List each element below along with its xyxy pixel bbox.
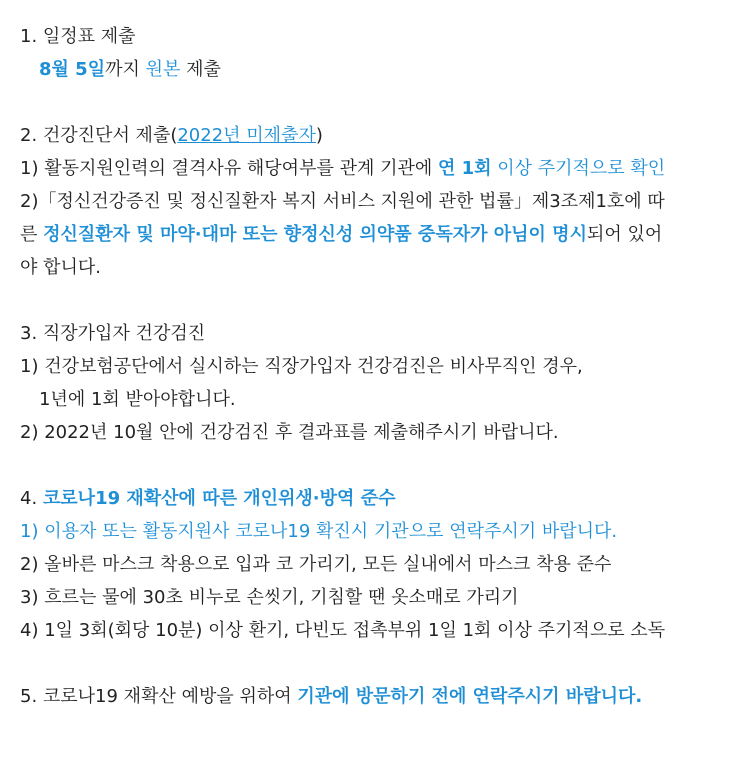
section-5-heading: [20, 680, 735, 713]
unsubmitted-link[interactable]: 2022년 미제출자: [177, 125, 316, 146]
section-2-item-1-frequency: 연 1회: [437, 158, 492, 179]
section-2-item-2-line-1: [20, 185, 735, 218]
deadline-date: 8월 5일: [39, 59, 106, 80]
section-4-item-4-text: 4) 1일 3회(회당 10분) 이상 환기, 다빈도 접촉부위 1일 1회 이상 주기적으로 소독: [20, 620, 666, 641]
section-2-item-2-highlight: 정신질환자 및 마약·대마 또는 향정신성 의약품 중독자가 아님이 명시: [43, 224, 587, 245]
section-2-item-1-prefix: 1) 활동지원인력의 결격사유 해당여부를 관계 기관에: [20, 158, 438, 179]
section-2-item-1: [20, 152, 735, 185]
notice-document: [20, 20, 735, 713]
section-2-item-2-line-1-text: 2)「정신건강증진 및 정신질환자 복지 서비스 지원에 관한 법률」제3조제1호에 따: [20, 191, 665, 212]
spacer: [20, 284, 735, 317]
section-3-heading: [20, 317, 735, 350]
section-4-item-3: [20, 581, 735, 614]
section-4-item-4: [20, 614, 735, 647]
section-4-heading-title: 코로나19 재확산에 따른 개인위생·방역 준수: [42, 488, 396, 509]
deadline-suffix: 까지: [105, 59, 146, 80]
spacer: [20, 86, 735, 119]
section-4-item-1-text: 1) 이용자 또는 활동지원사 코로나19 확진시 기관으로 연락주시기 바랍니다.: [20, 521, 618, 542]
section-3-item-1-line-1: [20, 350, 735, 383]
section-2-item-2-line-2-suffix: 되어 있어: [586, 224, 663, 245]
section-3-item-1-line-1-text: 1) 건강보험공단에서 실시하는 직장가입자 건강검진은 비사무직인 경우,: [20, 356, 583, 377]
section-4-heading: [20, 482, 735, 515]
section-1-detail: [20, 53, 735, 86]
original-label: 원본: [145, 59, 181, 80]
section-1-heading: [20, 20, 735, 53]
section-4-item-3-text: 3) 흐르는 물에 30초 비누로 손씻기, 기침할 땐 옷소매로 가리기: [20, 587, 519, 608]
section-4-heading-prefix: 4.: [20, 488, 43, 509]
section-2-item-2-line-3-text: 야 합니다.: [20, 257, 101, 278]
section-4-item-1: [20, 515, 735, 548]
section-4-item-2: [20, 548, 735, 581]
section-3-item-1-line-2: [20, 383, 735, 416]
spacer: [20, 647, 735, 680]
section-3-item-1-line-2-text: 1년에 1회 받아야합니다.: [39, 389, 236, 410]
section-2-heading-prefix: 2. 건강진단서 제출(: [20, 125, 178, 146]
spacer: [20, 449, 735, 482]
section-2-item-2-line-3: [20, 251, 735, 284]
section-2-item-2-line-2: [20, 218, 735, 251]
section-3-item-2-text: 2) 2022년 10월 안에 건강검진 후 결과표를 제출해주시기 바랍니다.: [20, 422, 559, 443]
section-5-highlight: 기관에 방문하기 전에 연락주시기 바랍니다.: [297, 686, 643, 707]
section-5-prefix: 5. 코로나19 재확산 예방을 위하여: [20, 686, 298, 707]
section-2-heading: [20, 119, 735, 152]
submit-label: 제출: [180, 59, 221, 80]
section-3-heading-text: 3. 직장가입자 건강검진: [20, 323, 206, 344]
section-3-item-2: [20, 416, 735, 449]
section-2-heading-suffix: ): [315, 125, 323, 146]
section-1-heading-text: 1. 일정표 제출: [20, 26, 136, 47]
section-4-item-2-text: 2) 올바른 마스크 착용으로 입과 코 가리기, 모든 실내에서 마스크 착용 준수: [20, 554, 612, 575]
section-2-item-2-line-2-prefix: 른: [20, 224, 44, 245]
section-2-item-1-suffix: 이상 주기적으로 확인: [491, 158, 666, 179]
